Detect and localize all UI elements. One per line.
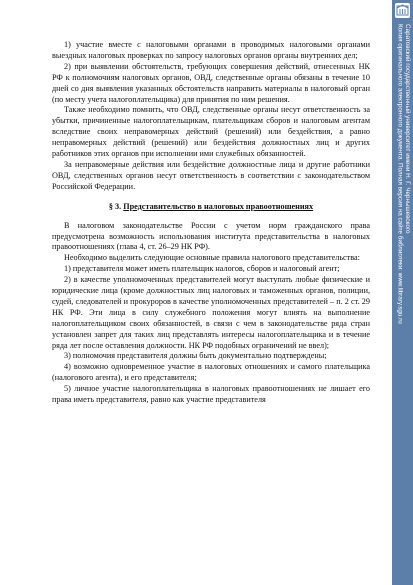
section-heading (52, 202, 370, 213)
sidebar-line-copy-notice: Копия оригинального электронного документа. Полная версия на сайте библиотеки: www.library.sgu.ru (396, 24, 404, 324)
sidebar-watermark-text (395, 24, 411, 544)
page-content (52, 40, 370, 406)
paragraph-officials: За неправомерные действия или бездействие должностные лица и другие работники ОВД, следственных органов несут ответственность в соответствии с законодательством Российской Федерации. (52, 159, 370, 191)
sidebar-line-university: Саратовский государственный университет имени Н. Г. Чернышевского (404, 24, 411, 234)
rule-item-4: 4) возможно одновременное участие в налоговых отношениях и самого плательщика (налогового агента), и его представителя; (52, 362, 370, 383)
university-logo-icon (395, 3, 410, 18)
paragraph-item-1: 1) участие вместе с налоговыми органами в проводимых налоговыми органами выездных налоговых проверках по запросу налоговых органов органы внутренних дел; (52, 40, 370, 60)
rule-item-5: 5) личное участие налогоплательщика в налоговых правоотношениях не лишает его права иметь представителя, равно как участие представителя (52, 384, 370, 405)
rule-item-1: 1) представителя может иметь плательщик налогов, сборов и налоговый агент; (64, 264, 340, 274)
paragraph-liability: Также необходимо помнить, что ОВД, следственные органы несут ответственность за убытки, причиненные налогоплательщикам, плательщикам сборов и налоговым агентам вследствие своих неправомерных действий (решений) или бездействия, а равно неправомерных действий (решений) или бездействия должностных лиц и других работников этих органов при исполнении ими служебных обязанностей. (52, 105, 370, 159)
paragraph-item-2: 2) при выявлении обстоятельств, требующих совершения действий, отнесенных НК РФ к полномочиям налоговых органов, ОВД, следственные органы обязаны в течение 10 дней со дня выявления указанных обстоятельств направить материалы в налоговый орган (по месту учета налогоплательщика) для принятия по ним решения. (52, 61, 370, 104)
paragraph-intro: В налоговом законодательстве России с учетом норм гражданского права предусмотрена возможность использования института представительства в налоговых правоотношениях (глава 4, ст. 26–29 НК РФ). (52, 220, 370, 252)
library-sidebar (392, 0, 413, 585)
paragraph-rules-lead: Необходимо выделить следующие основные правила налогового представительства: (64, 253, 360, 263)
section-title: Представительство в налоговых правоотношениях (123, 201, 314, 211)
rule-item-2: 2) в качестве уполномоченных представителей могут выступать любые физические и юридические лица (кроме должностных лиц налоговых и таможенных органов, полиции, судей, следователей и прокуроров в качестве уполномоченных представителей – п. 2 ст. 29 НК РФ. Эти лица в силу служебного положения могут влиять на выполнение налогоплательщиком своих обязанностей, в связи с чем в законодательстве ряда стран установлен запрет для таких лиц представлять интересы налогоплательщика и в течение ряда лет после оставления должности. НК РФ подобных ограничений не ввел); (52, 275, 370, 350)
rule-item-3: 3) полномочия представителя должны быть документально подтверждены; (64, 351, 327, 361)
section-number: § 3. (108, 201, 124, 211)
